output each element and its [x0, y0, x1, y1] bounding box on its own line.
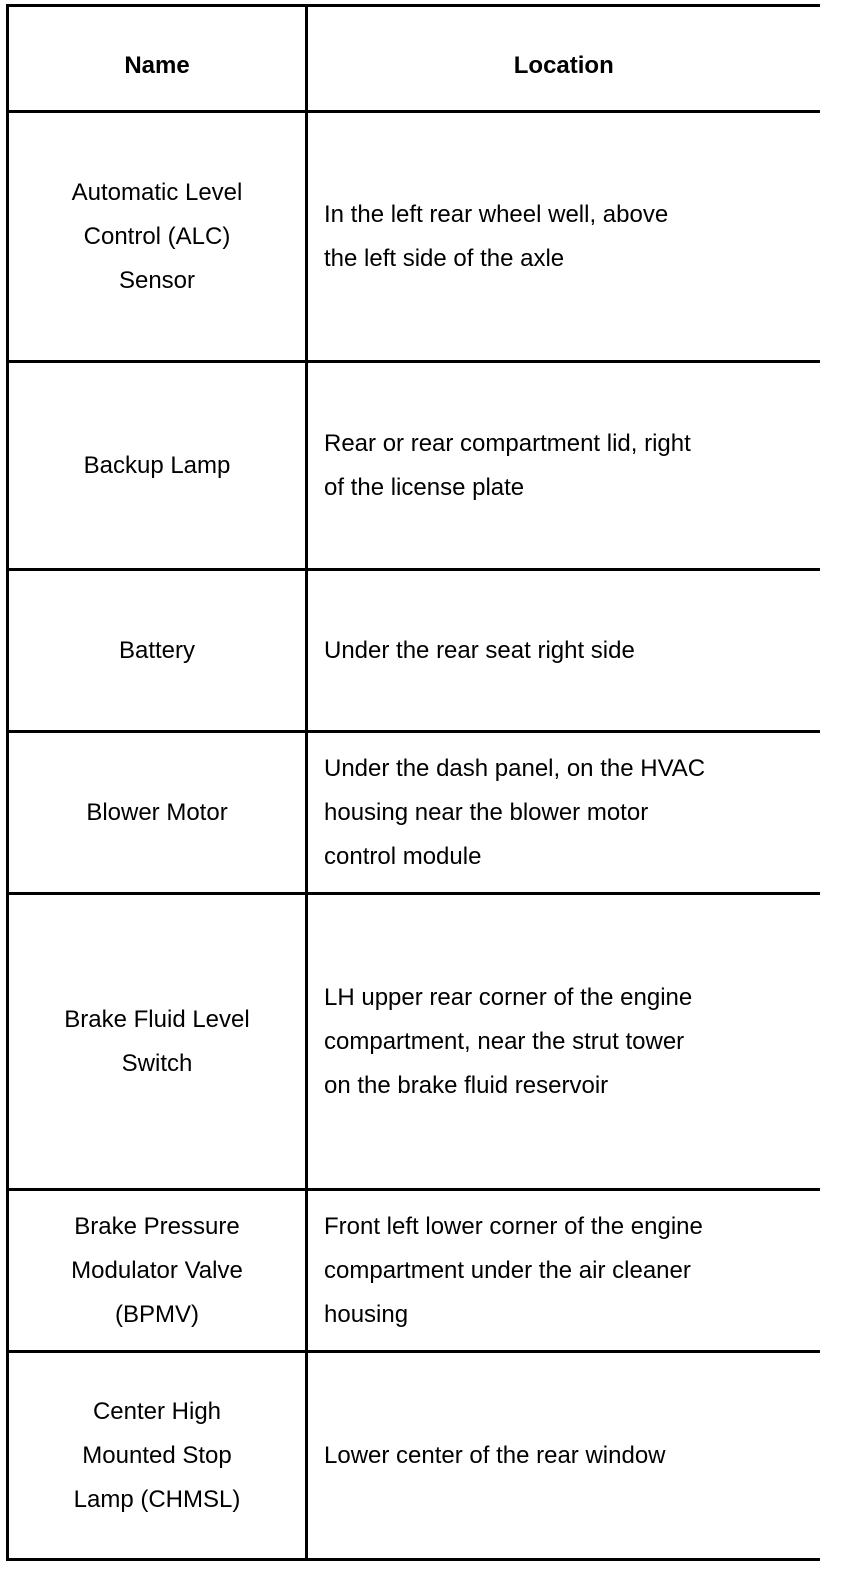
- component-name-text: Lamp (CHMSL): [73, 1485, 241, 1513]
- table-row: [8, 1190, 820, 1352]
- component-name-text: Center High: [92, 1397, 222, 1425]
- component-location-text: Under the dash panel, on the HVAC: [324, 754, 706, 782]
- component-location-text: Rear or rear compartment lid, right: [324, 429, 691, 457]
- component-location-text: housing near the blower motor: [324, 798, 649, 826]
- component-location-cell: [307, 894, 820, 1190]
- table-row: [8, 894, 820, 1190]
- component-location-text: the left side of the axle: [324, 244, 565, 272]
- component-name-cell: [8, 362, 307, 570]
- component-location-table: [6, 4, 820, 1561]
- component-name-text: Switch: [121, 1049, 193, 1077]
- component-name-text: Mounted Stop: [82, 1441, 232, 1469]
- component-location-text: on the brake fluid reservoir: [324, 1071, 609, 1099]
- component-location-cell: [307, 1352, 820, 1560]
- component-name-cell: [8, 1190, 307, 1352]
- component-location-text: of the license plate: [324, 473, 525, 501]
- component-name-text: Brake Pressure: [74, 1212, 240, 1240]
- location-column-header: Location: [307, 6, 820, 112]
- component-name-cell: [8, 570, 307, 732]
- component-name-text: Battery: [118, 636, 196, 664]
- component-name-text: Sensor: [118, 266, 196, 294]
- component-name-cell: [8, 1352, 307, 1560]
- name-column-header: Name: [8, 6, 307, 112]
- component-name-cell: [8, 732, 307, 894]
- header-row: [8, 6, 820, 112]
- component-location-text: LH upper rear corner of the engine: [324, 983, 693, 1011]
- table-row: [8, 362, 820, 570]
- component-name-text: Blower Motor: [86, 798, 228, 826]
- component-location-cell: [307, 1190, 820, 1352]
- component-name-text: Backup Lamp: [83, 451, 231, 479]
- component-location-cell: [307, 362, 820, 570]
- component-name-text: Control (ALC): [83, 222, 231, 250]
- component-name-text: Modulator Valve: [71, 1256, 243, 1284]
- component-location-cell: [307, 570, 820, 732]
- component-name-text: Brake Fluid Level: [64, 1005, 250, 1033]
- component-location-cell: [307, 112, 820, 362]
- table-row: [8, 112, 820, 362]
- table-row: [8, 732, 820, 894]
- component-location-text: control module: [324, 842, 482, 870]
- component-name-text: (BPMV): [115, 1300, 199, 1328]
- component-location-text: housing: [324, 1300, 409, 1328]
- component-location-text: Front left lower corner of the engine: [324, 1212, 703, 1240]
- component-location-text: Under the rear seat right side: [324, 636, 635, 664]
- component-location-text: compartment, near the strut tower: [324, 1027, 685, 1055]
- component-name-cell: [8, 894, 307, 1190]
- component-location-cell: [307, 732, 820, 894]
- component-location-text: Lower center of the rear window: [324, 1441, 666, 1469]
- table-row: [8, 570, 820, 732]
- component-name-cell: [8, 112, 307, 362]
- component-location-text: In the left rear wheel well, above: [324, 200, 669, 228]
- component-location-text: compartment under the air cleaner: [324, 1256, 691, 1284]
- table-row: [8, 1352, 820, 1560]
- component-name-text: Automatic Level: [71, 178, 243, 206]
